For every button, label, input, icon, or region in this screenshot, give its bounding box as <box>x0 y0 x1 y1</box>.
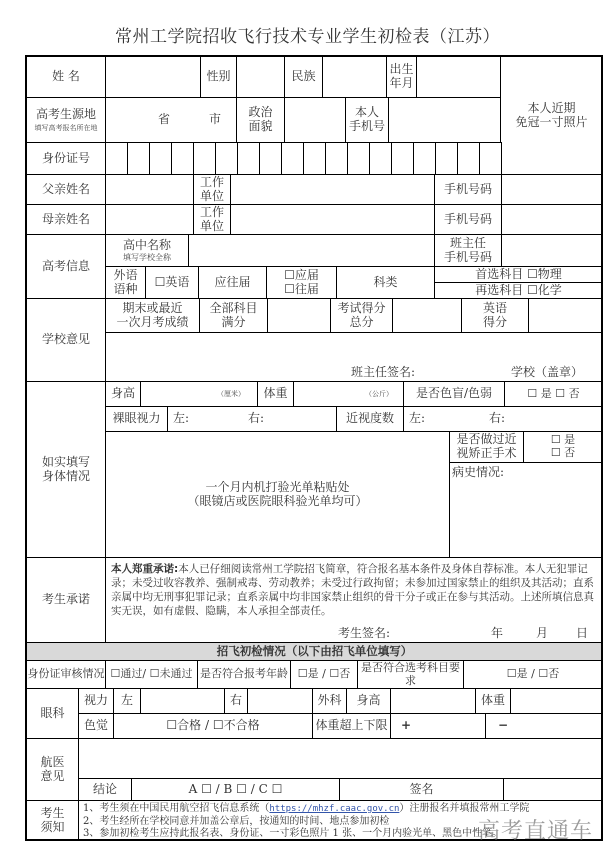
origin-hint: 填写高考报名所在地 <box>34 123 98 132</box>
pledge-year: 年 <box>491 626 504 640</box>
teacher-phone-line1: 班主任 <box>449 235 486 250</box>
surgery-yes-checkbox[interactable]: ☐ 是 <box>550 433 576 447</box>
pledge-area <box>105 557 603 643</box>
photo-label-line2: 免冠一寸照片 <box>515 114 588 129</box>
notes-label-line1: 考生 <box>40 805 65 820</box>
medical-history-field[interactable] <box>449 462 603 558</box>
english-score-field[interactable] <box>528 298 603 333</box>
check-height-field[interactable] <box>390 688 476 714</box>
recent-exam-line2: 一次月考成绩 <box>116 314 189 329</box>
id-digit-cell[interactable] <box>193 142 216 175</box>
ethnicity-field[interactable] <box>322 56 387 98</box>
school-name-hint: 填写学校全称 <box>122 252 171 262</box>
foreign-language-label <box>105 266 146 299</box>
previous-grad-checkbox[interactable]: ☐往届 <box>284 281 319 296</box>
check-height-label: 身高 <box>346 688 391 714</box>
optometry-line1: 一个月内机打验光单粘贴处 <box>205 479 350 494</box>
height-unit: （厘米） <box>217 389 245 398</box>
id-digit-cell[interactable] <box>259 142 282 175</box>
surgery-dept-label: 外科 <box>312 688 347 714</box>
id-digit-cell[interactable] <box>237 142 260 175</box>
work-label-line2: 单位 <box>199 218 224 233</box>
current-grad-checkbox[interactable]: ☐应届 <box>284 267 319 282</box>
pledge-text: 本人已仔细阅读常州工学院招飞简章，符合报名基本条件及身体自荐标准。本人无犯罪记录；未受过收容教养、强制戒毒、劳动教养；未受过行政拘留；未参加过国家禁止的组织及其活动；直系亲属中均无刑事犯罪记录；直系亲属中均非国家禁止组织的骨干分子或正在参与其活动。上述所填信息真实无误，如有虚假、隐瞒，本人承担全部责任。 <box>111 563 594 617</box>
father-work-label <box>193 174 231 205</box>
notes-label <box>26 800 79 841</box>
phone-field[interactable] <box>388 97 501 143</box>
myopia-label: 近视度数 <box>336 406 404 432</box>
political-label-line1: 政治 <box>248 105 273 120</box>
father-label: 父亲姓名 <box>26 174 106 205</box>
mother-label: 母亲姓名 <box>26 204 106 235</box>
optometry-paste-area[interactable] <box>105 431 450 558</box>
id-digit-cell[interactable] <box>435 142 458 175</box>
naked-vision-label: 裸眼视力 <box>105 406 168 432</box>
id-digit-cell[interactable] <box>149 142 172 175</box>
gender-label: 性别 <box>200 56 237 98</box>
exam-info-label: 高考信息 <box>26 234 106 299</box>
full-score-label <box>199 298 268 333</box>
id-digit-cell[interactable] <box>413 142 436 175</box>
pledge-label: 考生承诺 <box>26 557 106 643</box>
doctor-sign-label: 签名 <box>339 778 504 801</box>
work-label-line1: 工作 <box>199 174 224 189</box>
pledge-month: 月 <box>536 626 549 640</box>
vision-label: 视力 <box>78 688 114 714</box>
father-name-field[interactable] <box>105 174 194 205</box>
surgery-label-line1: 是否做过近 <box>456 432 517 447</box>
height-field[interactable] <box>140 381 258 407</box>
school-name-field[interactable] <box>188 234 435 267</box>
optometry-line2: （眼镜店或医院眼科验光单均可） <box>187 493 368 508</box>
total-score-field[interactable] <box>392 298 462 333</box>
id-digit-cell[interactable] <box>347 142 370 175</box>
initial-check-header: 招飞初检情况（以下由招飞单位填写） <box>26 642 603 661</box>
work-label-line2: 单位 <box>199 188 224 203</box>
total-score-line2: 总分 <box>349 314 374 329</box>
age-check-label: 是否符合报考年龄 <box>197 660 291 689</box>
conclusion-label: 结论 <box>78 778 132 801</box>
name-label: 姓 名 <box>26 56 106 98</box>
photo-area[interactable] <box>500 56 603 175</box>
birth-field[interactable] <box>416 56 501 98</box>
aviation-label-line1: 航医 <box>40 754 65 769</box>
color-blind-options[interactable]: ☐ 是 ☐ 否 <box>504 381 603 407</box>
aviation-label-line2: 意见 <box>40 768 65 783</box>
political-field[interactable] <box>284 97 346 143</box>
color-vision-options[interactable]: ☐合格 / ☐不合格 <box>113 713 313 739</box>
gender-field[interactable] <box>236 56 285 98</box>
id-digit-cell[interactable] <box>127 142 150 175</box>
full-score-line2: 满分 <box>221 314 246 329</box>
foreign-lang-line2: 语种 <box>113 281 138 296</box>
full-score-line1: 全部科目 <box>209 300 258 315</box>
recent-exam-label <box>105 298 200 333</box>
note-1-prefix: 1、考生须在中国民用航空招飞信息系统（ <box>83 803 270 814</box>
conclusion-options[interactable]: A ☐ / B ☐ / C ☐ <box>131 778 340 801</box>
id-digit-cell[interactable] <box>171 142 194 175</box>
phone-label-line2: 手机号 <box>348 119 385 133</box>
school-name-label <box>105 234 189 267</box>
plus-sign: + <box>401 718 412 733</box>
minus-sign: − <box>498 718 509 733</box>
id-label: 身份证号 <box>26 142 106 175</box>
physical-label-line2: 身体情况 <box>41 468 90 483</box>
id-digit-cell[interactable] <box>215 142 238 175</box>
myopia-right-label: 右: <box>489 411 506 426</box>
form-title: 常州工学院招收飞行技术专业学生初检表（江苏） <box>115 27 500 47</box>
mother-name-field[interactable] <box>105 204 194 235</box>
political-label-line2: 面貌 <box>248 119 273 133</box>
pledge-bold-prefix: 本人郑重承诺: <box>111 563 179 575</box>
father-mobile-label: 手机号码 <box>434 174 502 205</box>
aviation-doctor-label <box>26 738 79 801</box>
color-blind-label: 是否色盲/色弱 <box>403 381 505 407</box>
id-digit-cell[interactable] <box>369 142 392 175</box>
subject-check-label: 是否符合选考科目要求 <box>357 660 464 689</box>
overweight-label: 体重超上下限 <box>312 713 391 739</box>
weight-unit: （公斤） <box>365 389 393 398</box>
note-1-suffix: ）注册报名并填报常州工学院 <box>399 803 530 814</box>
city-label: 市 <box>209 112 222 127</box>
english-score-label <box>461 298 529 333</box>
origin-field[interactable] <box>105 97 237 143</box>
pledge-day: 日 <box>576 626 589 640</box>
school-opinion-field[interactable] <box>105 332 603 382</box>
birth-label-line1: 出生 <box>389 62 414 77</box>
color-vision-label: 色觉 <box>78 713 114 739</box>
subject-type-label: 科类 <box>336 266 435 299</box>
naked-vision-right-label: 右: <box>248 411 265 426</box>
mother-work-label <box>193 204 231 235</box>
origin-label-text: 高考生源地 <box>35 107 96 122</box>
surgery-label <box>449 431 524 463</box>
english-score-line1: 英语 <box>482 300 507 315</box>
id-digit-cell[interactable] <box>479 142 502 175</box>
caac-link[interactable]: https://mhzf.caac.gov.cn <box>269 804 400 814</box>
vision-left-label: 左 <box>113 688 141 714</box>
myopia-field[interactable] <box>403 406 603 432</box>
birth-label-line2: 年月 <box>389 76 414 90</box>
graduation-label: 应往届 <box>198 266 267 299</box>
id-digit-cell[interactable] <box>457 142 480 175</box>
school-opinion-label: 学校意见 <box>26 298 106 382</box>
teacher-sign-label: 班主任签名: <box>351 365 416 379</box>
id-digit-cell[interactable] <box>325 142 348 175</box>
id-review-label: 身份证审核情况 <box>26 660 106 689</box>
pledge-sign-label: 考生签名: <box>338 626 391 640</box>
overweight-minus-field[interactable] <box>485 713 603 739</box>
surgery-label-line2: 视矫正手术 <box>456 446 517 460</box>
note-line-2: 2、考生经所在学校同意并加盖公章后，按通知的时间、地点参加初检 <box>83 815 390 827</box>
naked-vision-left-label: 左: <box>173 411 190 426</box>
english-score-line2: 得分 <box>482 314 507 329</box>
teacher-phone-line2: 手机号码 <box>443 249 492 264</box>
foreign-lang-line1: 外语 <box>113 267 138 282</box>
naked-vision-field[interactable] <box>167 406 337 432</box>
ethnicity-label: 民族 <box>284 56 323 98</box>
weight-field[interactable] <box>293 381 404 407</box>
province-label: 省 <box>158 112 171 127</box>
mother-mobile-label: 手机号码 <box>434 204 502 235</box>
total-score-line1: 考试得分 <box>337 300 386 315</box>
id-digit-cell[interactable] <box>391 142 414 175</box>
name-field[interactable] <box>105 56 201 98</box>
doctor-sign-field[interactable] <box>503 778 603 801</box>
work-label-line1: 工作 <box>199 204 224 219</box>
vision-left-field[interactable] <box>140 688 225 714</box>
check-weight-field[interactable] <box>510 688 603 714</box>
father-mobile-field[interactable] <box>501 174 603 205</box>
mother-work-field[interactable] <box>230 204 435 235</box>
surgery-no-checkbox[interactable]: ☐ 否 <box>550 446 576 459</box>
id-digit-cell[interactable] <box>281 142 304 175</box>
medical-history-label: 病史情况: <box>452 465 505 479</box>
vision-right-field[interactable] <box>247 688 313 714</box>
id-digit-cell[interactable] <box>105 142 128 175</box>
birth-label <box>386 56 417 98</box>
age-check-options[interactable]: ☐是 / ☐否 <box>290 660 358 689</box>
school-name-text: 高中名称 <box>122 238 171 252</box>
watermark: 高考直通车 <box>478 819 594 844</box>
physical-label <box>26 381 106 558</box>
full-score-field[interactable] <box>267 298 331 333</box>
teacher-phone-field[interactable] <box>501 234 603 267</box>
weight-label: 体重 <box>257 381 294 407</box>
surgery-options <box>523 431 603 463</box>
eye-label: 眼科 <box>26 688 79 739</box>
total-score-label <box>330 298 393 333</box>
graduation-options <box>266 266 337 299</box>
phone-label-line1: 本人 <box>354 105 379 120</box>
subject-check-options[interactable]: ☐是 / ☐否 <box>463 660 603 689</box>
vision-right-label: 右 <box>224 688 248 714</box>
mother-mobile-field[interactable] <box>501 204 603 235</box>
check-weight-label: 体重 <box>475 688 511 714</box>
father-work-field[interactable] <box>230 174 435 205</box>
overweight-plus-field[interactable] <box>390 713 486 739</box>
id-review-options[interactable]: ☐通过/ ☐未通过 <box>105 660 198 689</box>
origin-label <box>26 97 106 143</box>
recent-exam-line1: 期末或最近 <box>122 300 183 315</box>
photo-label-line1: 本人近期 <box>527 100 576 115</box>
english-checkbox[interactable]: ☐英语 <box>145 266 199 299</box>
first-choice-physics-checkbox[interactable]: 首选科目 ☐物理 <box>434 266 603 283</box>
note-line-3: 3、参加初检考生应持此报名表、身份证、一寸彩色照片 1 张、一个月内验光单、黑色中性笔。 <box>83 828 503 839</box>
height-label: 身高 <box>105 381 141 407</box>
notes-label-line2: 须知 <box>40 819 65 834</box>
myopia-left-label: 左: <box>409 411 426 426</box>
physical-label-line1: 如实填写 <box>41 454 90 469</box>
id-digit-cell[interactable] <box>303 142 326 175</box>
phone-label <box>345 97 389 143</box>
second-choice-chemistry-checkbox[interactable]: 再选科目 ☐化学 <box>434 282 603 299</box>
political-label <box>236 97 285 143</box>
teacher-phone-label <box>434 234 502 267</box>
school-seal-label: 学校（盖章） <box>511 365 584 379</box>
aviation-opinion-field[interactable] <box>78 738 603 779</box>
